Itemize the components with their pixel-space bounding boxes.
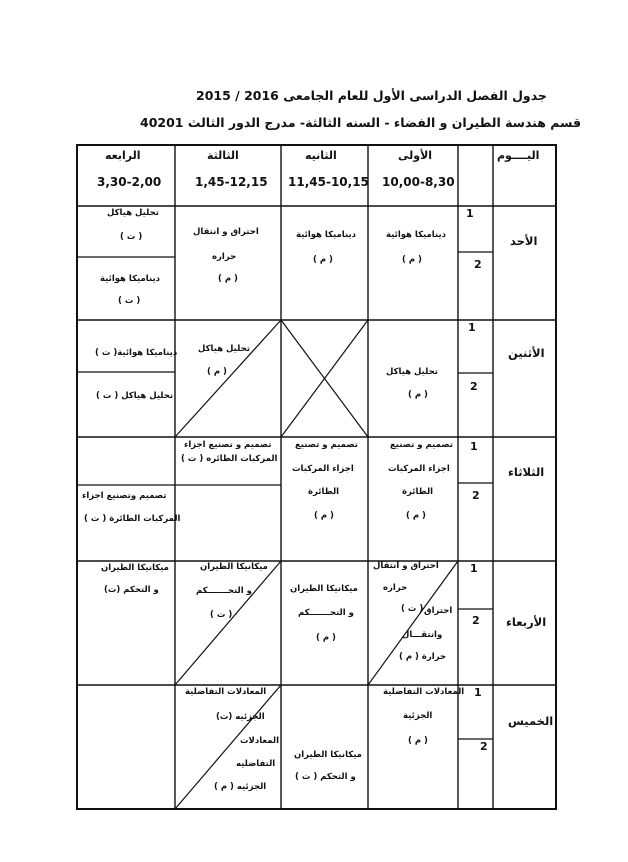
course-cell: ميكانيكا الطيران <box>200 562 268 572</box>
course-cell: المركبات الطائره ( ت ) <box>181 454 278 464</box>
course-cell: و التحـــــــكم <box>196 586 252 596</box>
course-cell: ( م ) <box>218 274 238 284</box>
course-cell: و التحكم ( ت ) <box>295 772 356 782</box>
course-cell: ( ت ) <box>120 232 143 242</box>
course-cell: حراره <box>212 252 237 262</box>
course-cell: المعادلات التفاضلية <box>185 687 267 697</box>
course-cell: ( م ) <box>313 255 333 265</box>
course-cell: ( ت ) <box>118 296 141 306</box>
group-number: 2 <box>480 740 488 753</box>
group-number: 1 <box>474 686 482 699</box>
course-cell: التفاضليه <box>236 759 276 769</box>
course-cell: احتراق <box>424 606 453 616</box>
schedule-title: جدول الفصل الدراسى الأول للعام الجامعى 2016 / 2015 <box>196 88 547 103</box>
header-time-3: 1,45-12,15 <box>195 175 268 189</box>
group-number: 2 <box>472 614 480 627</box>
course-cell: ( م ) <box>408 736 428 746</box>
course-cell: تصميم و تصنيع <box>390 440 453 450</box>
group-number: 1 <box>468 321 476 334</box>
course-cell: الطائرة <box>308 487 340 497</box>
course-cell: الجزئيه (ت) <box>216 712 265 722</box>
header-time-4: 3,30-2,00 <box>97 175 162 189</box>
course-cell: حرارة ( م ) <box>399 652 447 662</box>
course-cell: حراره <box>383 583 408 593</box>
course-cell: ميكانيكا الطيران <box>101 563 169 573</box>
header-day: اليــــوم <box>497 149 540 162</box>
course-cell: ديناميكا هوائية( ت ) <box>95 348 178 358</box>
course-cell: ( م ) <box>314 511 334 521</box>
course-cell: الجزئية <box>403 711 433 721</box>
course-cell: الجزئيه ( م ) <box>214 782 267 792</box>
course-cell: ( م ) <box>408 390 428 400</box>
day-thursday: الخميس <box>508 714 554 728</box>
course-cell: ديناميكا هوائية <box>296 230 356 240</box>
course-cell: المعادلات التفاضلية <box>383 687 465 697</box>
course-cell: المركبات الطائرة ( ت ) <box>84 514 181 524</box>
course-cell: و التحكم (ت) <box>104 585 159 595</box>
course-cell: و التحـــــــكم <box>298 608 354 618</box>
header-period-3: الثالثة <box>207 149 239 162</box>
course-cell: ( م ) <box>406 511 426 521</box>
header-period-2: الثانيه <box>305 149 337 162</box>
course-cell: ( ت ) <box>401 604 424 614</box>
course-cell: تحليل هياكل <box>198 344 250 354</box>
course-cell: ديناميكا هوائية <box>100 274 160 284</box>
course-cell: ديناميكا هوائية <box>386 230 446 240</box>
header-period-4: الرابعه <box>105 149 141 162</box>
group-number: 2 <box>472 489 480 502</box>
course-cell: اجزاء المركبات <box>388 464 450 474</box>
group-number: 1 <box>466 207 474 220</box>
course-cell: الطائرة <box>402 487 434 497</box>
course-cell: ميكانيكا الطيران <box>294 750 362 760</box>
day-wednesday: الأربعاء <box>506 615 547 629</box>
schedule-subtitle: قسم هندسة الطيران و الفضاء - السنه الثالثة- مدرج الدور الثالث 40201 <box>140 115 582 130</box>
course-cell: اجزاء المركبات <box>292 464 354 474</box>
course-cell: احتراق و انتقال <box>193 227 259 237</box>
course-cell: وانتقـــال <box>402 630 443 640</box>
course-cell: ( م ) <box>207 367 227 377</box>
course-cell: تحليل هياكل <box>107 208 159 218</box>
group-number: 1 <box>470 440 478 453</box>
header-time-2: 11,45-10,15 <box>288 175 369 189</box>
course-cell: ( ت ) <box>210 610 233 620</box>
day-tuesday: الثلاثاء <box>508 465 545 479</box>
course-cell: تصميم وتصنيع اجزاء <box>82 491 167 501</box>
header-time-1: 10,00-8,30 <box>382 175 455 189</box>
course-cell: تحليل هياكل <box>386 367 438 377</box>
course-cell: ( م ) <box>402 255 422 265</box>
group-number: 2 <box>474 258 482 271</box>
course-cell: ميكانيكا الطيران <box>290 584 358 594</box>
header-period-1: الأولى <box>398 149 433 162</box>
group-number: 1 <box>470 562 478 575</box>
group-number: 2 <box>470 380 478 393</box>
course-cell: احتراق و انتقال <box>373 561 439 571</box>
course-cell: تحليل هياكل ( ت ) <box>96 391 174 401</box>
course-cell: تصميم و تصنيع اجزاء <box>184 440 272 450</box>
course-cell: المعادلات <box>240 736 280 746</box>
course-cell: تصميم و تصنيع <box>295 440 358 450</box>
course-cell: ( م ) <box>316 633 336 643</box>
day-sunday: الأحد <box>510 234 538 248</box>
day-monday: الأثنين <box>508 346 545 360</box>
